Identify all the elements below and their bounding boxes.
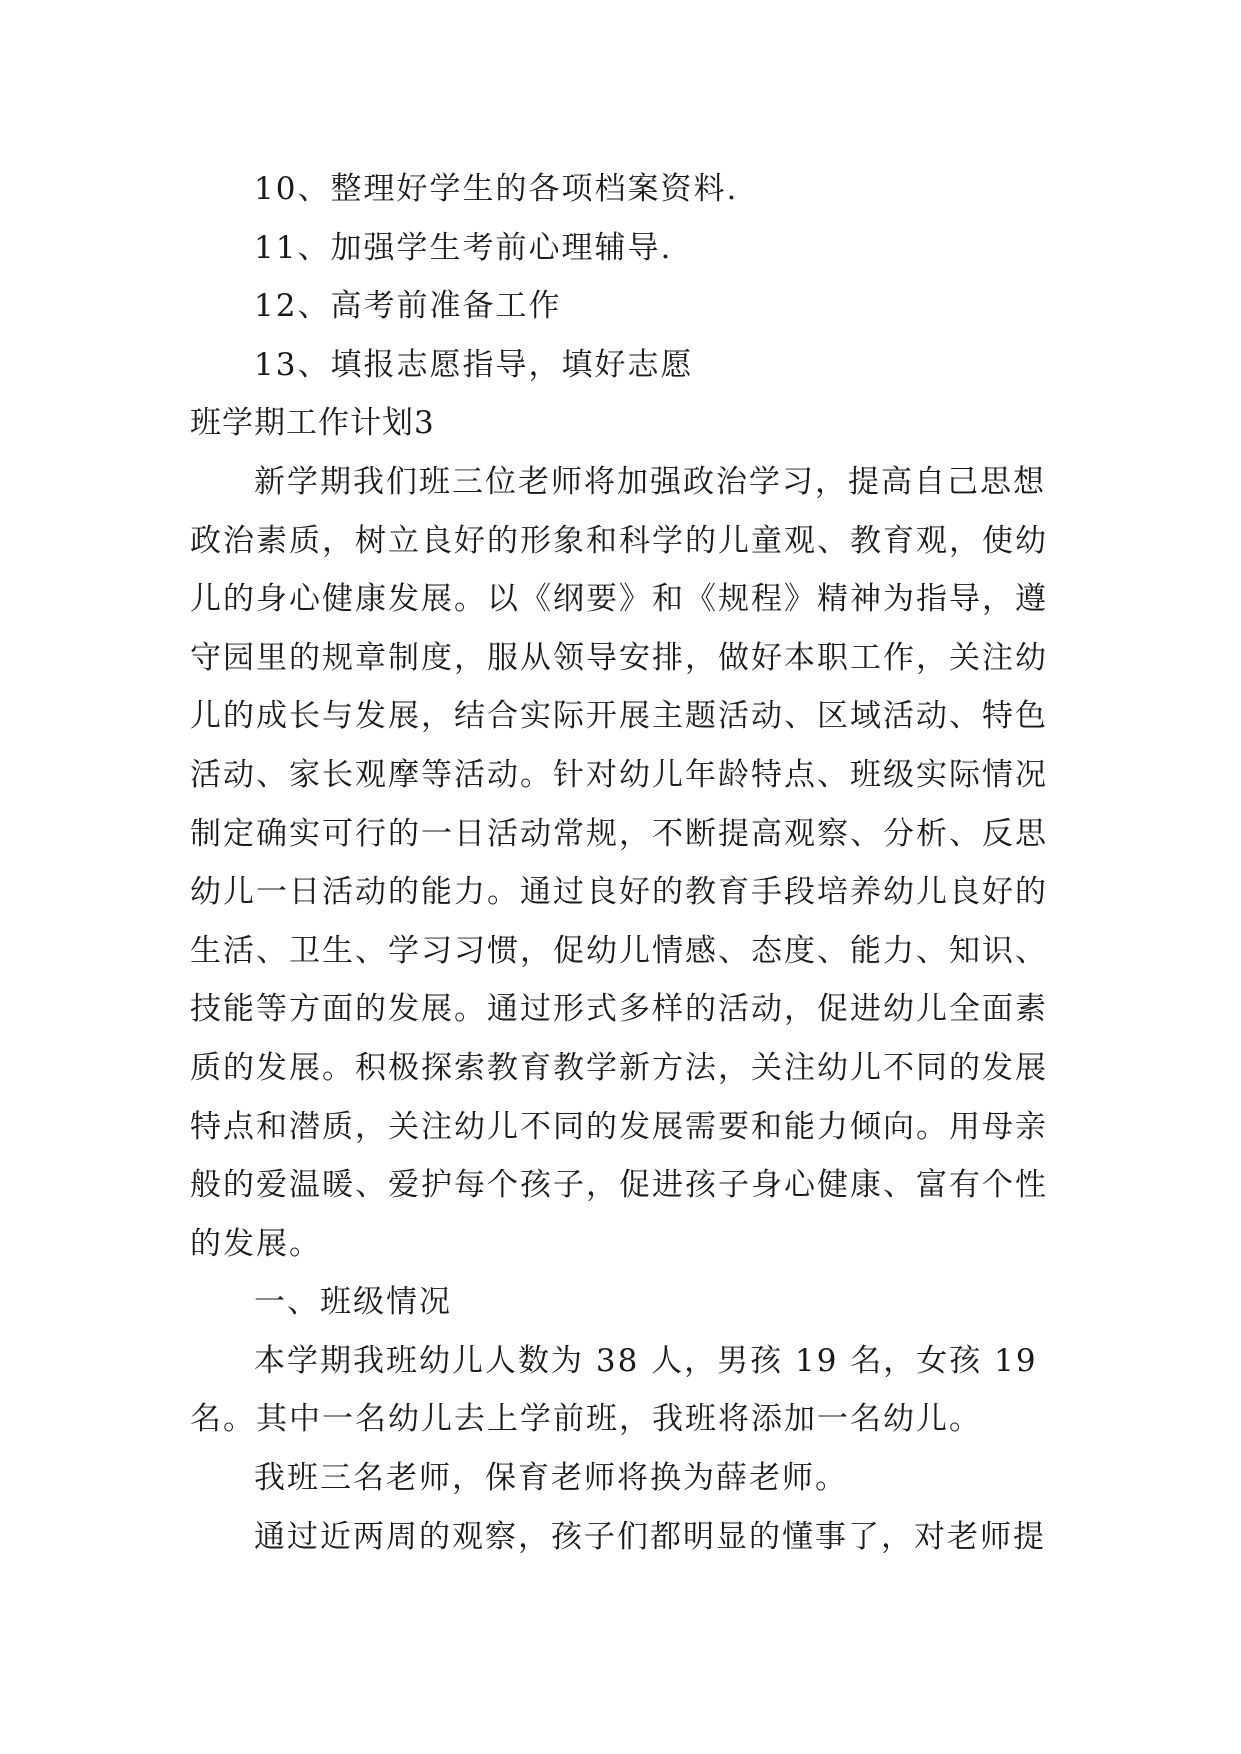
paragraph-line: 幼儿一日活动的能力。通过良好的教育手段培养幼儿良好的 xyxy=(190,874,1048,911)
teachers-paragraph: 我班三名老师，保育老师将换为薛老师。 xyxy=(254,1460,848,1497)
paragraph-line: 儿的成长与发展，结合实际开展主题活动、区域活动、特色 xyxy=(190,698,1048,735)
class-info-paragraph xyxy=(190,1332,1070,1449)
section-title: 班学期工作计划3 xyxy=(190,405,435,442)
paragraph-line: 质的发展。积极探索教育教学新方法，关注幼儿不同的发展 xyxy=(190,1049,1048,1086)
paragraph-line: 儿的身心健康发展。以《纲要》和《规程》精神为指导，遵 xyxy=(190,581,1048,618)
paragraph-line: 名。其中一名幼儿去上学前班，我班将添加一名幼儿。 xyxy=(190,1401,982,1438)
paragraph-line: 制定确实可行的一日活动常规，不断提高观察、分析、反思 xyxy=(190,815,1048,852)
list-item: 10、整理好学生的各项档案资料. xyxy=(254,171,739,207)
paragraph-line: 政治素质，树立良好的形象和科学的儿童观、教育观，使幼 xyxy=(190,522,1048,559)
paragraph-line: 本学期我班幼儿人数为 38 人，男孩 19 名，女孩 19 xyxy=(254,1342,1038,1379)
paragraph-line: 新学期我们班三位老师将加强政治学习，提高自己思想 xyxy=(254,463,1046,500)
paragraph-line: 技能等方面的发展。通过形式多样的活动，促进幼儿全面素 xyxy=(190,991,1048,1028)
paragraph-line: 活动、家长观摩等活动。针对幼儿年龄特点、班级实际情况 xyxy=(190,756,1048,793)
list-item: 12、高考前准备工作 xyxy=(254,288,562,325)
paragraph-line: 般的爱温暖、爱护每个孩子，促进孩子身心健康、富有个性 xyxy=(190,1167,1048,1204)
subheading: 一、班级情况 xyxy=(254,1284,452,1321)
intro-paragraph xyxy=(190,453,1070,1273)
paragraph-line: 的发展。 xyxy=(190,1225,322,1262)
document-body xyxy=(190,160,1070,1566)
paragraph-line: 特点和潜质，关注幼儿不同的发展需要和能力倾向。用母亲 xyxy=(190,1108,1048,1145)
observation-paragraph: 通过近两周的观察，孩子们都明显的懂事了，对老师提 xyxy=(254,1518,1046,1555)
paragraph-line: 生活、卫生、学习习惯，促幼儿情感、态度、能力、知识、 xyxy=(190,932,1048,969)
list-item: 13、填报志愿指导，填好志愿 xyxy=(254,346,694,383)
list-item: 11、加强学生考前心理辅导. xyxy=(254,229,673,266)
paragraph-line: 守园里的规章制度，服从领导安排，做好本职工作，关注幼 xyxy=(190,639,1048,676)
